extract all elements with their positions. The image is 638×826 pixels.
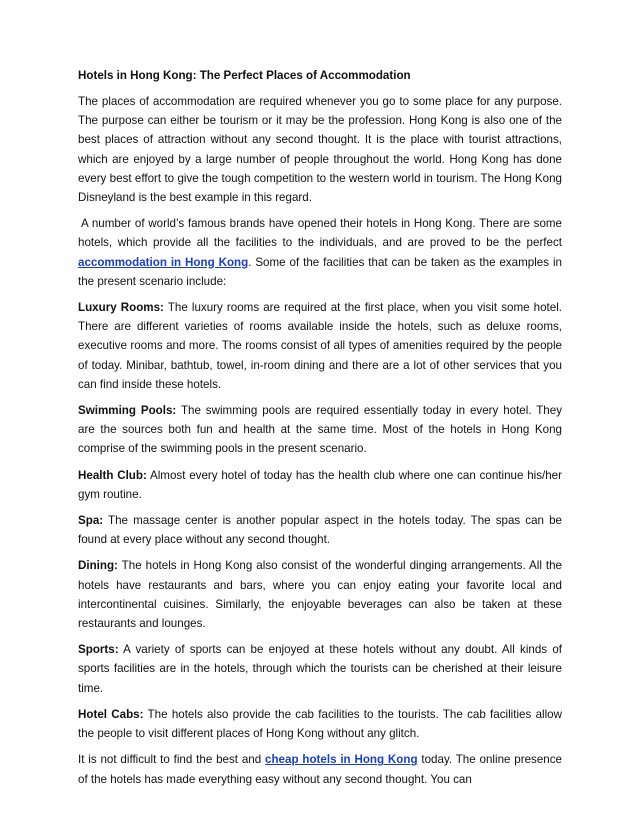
accommodation-link[interactable]: accommodation in Hong Kong [78, 255, 249, 269]
brands-text-after: . Some of the facilities that can be taken as the examples in the present scenario include: [78, 255, 562, 288]
brands-text-before: A number of world’s famous brands have opened their hotels in Hong Kong. There are some hotels, which provide all the facilities to the individuals, and are proved to be the perfect [78, 217, 562, 250]
closing-text-before: It is not difficult to find the best and [78, 753, 266, 767]
facility-text: The luxury rooms are required at the first place, when you visit some hotel. There are different varieties of rooms available inside the hotels, such as deluxe rooms, executive rooms and more. The rooms consist of all types of amenities required by the people of today. Minibar, bathtub, towel, in-room dining and there are a lot of other services that you can find inside these hotels. [78, 301, 563, 391]
document-page [78, 66, 562, 796]
intro-paragraph: The places of accommodation are required whenever you go to some place for any purpose. The purpose can either be tourism or it may be the profession. Hong Kong is also one of the best places of attraction without any second thought. It is the place with tourist attractions, which are enjoyed by a large number of people throughout the world. Hong Kong has done every best effort to give the tough competition to the western world in tourism. The Hong Kong Disneyland is the best example in this regard. [78, 95, 562, 205]
facility-term: Luxury Rooms: [78, 301, 164, 315]
facility-term: Health Club: [78, 468, 147, 482]
cheap-hotels-link[interactable]: cheap hotels in Hong Kong [265, 753, 418, 767]
facility-swimming-pools [78, 401, 562, 459]
facility-text: A variety of sports can be enjoyed at these hotels without any doubt. All kinds of sports facilities are in the hotels, through which the tourists can be cherished at their leisure time. [78, 643, 562, 695]
facility-spa [78, 511, 562, 549]
facility-text: The hotels in Hong Kong also consist of the wonderful dinging arrangements. All the hotels have restaurants and bars, where you can enjoy eating your favorite local and intercontinental cuisines. Similarly, the enjoyable beverages can also be taken at these restaurants and lounges. [78, 559, 562, 631]
facility-text: The hotels also provide the cab facilities to the tourists. The cab facilities allow the people to visit different places of Hong Kong without any glitch. [78, 707, 562, 741]
facility-term: Sports: [78, 643, 119, 657]
facility-text: The swimming pools are required essentially today in every hotel. They are the sources both fun and health at the same time. Most of the hotels in Hong Kong comprise of the swimming pools in the present scenario. [78, 404, 562, 456]
facility-term: Swimming Pools: [78, 404, 177, 418]
facility-dining [78, 556, 562, 633]
facility-sports [78, 640, 562, 698]
facility-health-club [78, 466, 562, 504]
document-title: Hotels in Hong Kong: The Perfect Places of Accommodation [78, 69, 411, 82]
facility-text: Almost every hotel of today has the health club where one can continue his/her gym routine. [78, 468, 562, 501]
facility-text: The massage center is another popular aspect in the hotels today. The spas can be found at every place without any second thought. [78, 514, 562, 547]
brands-paragraph [78, 214, 562, 291]
closing-text-after: today. The online presence of the hotels has made everything easy without any second thought. You can [78, 753, 562, 786]
facility-term: Spa: [78, 514, 104, 528]
facility-term: Dining: [78, 559, 118, 573]
facility-hotel-cabs [78, 705, 562, 743]
facility-luxury-rooms [78, 298, 562, 394]
facility-term: Hotel Cabs: [78, 707, 144, 721]
closing-paragraph [78, 750, 562, 788]
